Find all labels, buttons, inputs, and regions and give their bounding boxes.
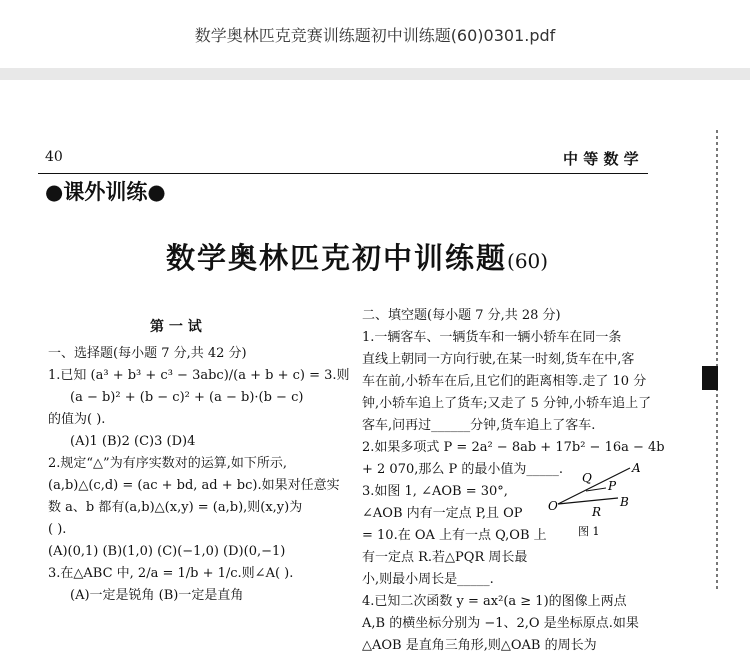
figure-caption: 图 1 xyxy=(578,525,600,538)
main-title-block xyxy=(166,236,548,277)
text-line: 钟,小轿车追上了货车;又走了 5 分钟,小轿车追上了 xyxy=(362,396,652,411)
journal-name: 中 等 数 学 xyxy=(563,150,639,168)
label-o: O xyxy=(548,499,558,513)
part-title: 第 一 试 xyxy=(150,319,202,335)
text-line: + 2 070,那么 P 的最小值为_____. xyxy=(362,462,564,477)
label-p: P xyxy=(608,479,617,493)
text-line: 数 a、b 都有(a,b)△(x,y) = (a,b),则(x,y)为 xyxy=(48,500,303,515)
viewer-gap xyxy=(0,68,750,80)
text-line: 一、选择题(每小题 7 分,共 42 分) xyxy=(48,346,247,361)
text-line: 二、填空题(每小题 7 分,共 28 分) xyxy=(362,308,561,323)
document-title: 数学奥林匹克竞赛训练题初中训练题(60)0301.pdf xyxy=(194,25,556,45)
text-line: 客车,问再过______分钟,货车追上了客车. xyxy=(362,418,596,433)
text-line: 的值为( ). xyxy=(48,412,106,427)
label-r: R xyxy=(592,505,602,519)
text-line: = 10.在 OA 上有一点 Q,OB 上 xyxy=(362,528,547,543)
text-line: (a − b)² + (b − c)² + (a − b)·(b − c) xyxy=(70,390,304,405)
text-line: 车在前,小轿车在后,且它们的距离相等.走了 10 分 xyxy=(362,374,647,389)
figure-1 xyxy=(548,458,648,540)
main-title-number: (60) xyxy=(507,249,549,273)
text-line: △AOB 是直角三角形,则△OAB 的周长为 xyxy=(362,638,597,653)
text-line: 1.一辆客车、一辆货车和一辆小轿车在同一条 xyxy=(362,330,622,345)
window-titlebar xyxy=(0,0,750,68)
main-title: 数学奥林匹克初中训练题 xyxy=(166,241,508,275)
text-line: 2.如果多项式 P = 2a² − 8ab + 17b² − 16a − 4b xyxy=(362,440,665,455)
text-line: A,B 的横坐标分别为 −1、2,O 是坐标原点.如果 xyxy=(362,616,639,631)
left-column xyxy=(48,343,350,607)
label-a: A xyxy=(632,461,641,475)
text-line: 直线上朝同一方向行驶,在某一时刻,货车在中,客 xyxy=(362,352,635,367)
scan-mark xyxy=(702,366,718,390)
text-line: 小,则最小周长是_____. xyxy=(362,572,494,587)
text-line: (a,b)△(c,d) = (ac + bd, ad + bc).如果对任意实 xyxy=(48,478,340,493)
scan-edge xyxy=(716,130,718,590)
text-line: 2.规定“△”为有序实数对的运算,如下所示, xyxy=(48,456,287,471)
text-line: ∠AOB 内有一定点 P,且 OP xyxy=(362,506,523,521)
label-b: B xyxy=(620,495,629,509)
label-q: Q xyxy=(582,471,592,485)
page-number: 40 xyxy=(45,149,63,165)
text-line: (A)一定是锐角 (B)一定是直角 xyxy=(70,588,244,603)
text-line: 4.已知二次函数 y = ax²(a ≥ 1)的图像上两点 xyxy=(362,594,627,609)
text-line: ( ). xyxy=(48,522,67,537)
text-line: (A)1 (B)2 (C)3 (D)4 xyxy=(70,434,196,449)
section-label: ●课外训练● xyxy=(45,180,166,204)
header-rule xyxy=(38,173,648,174)
text-line: 3.在△ABC 中, 2/a = 1/b + 1/c.则∠A( ). xyxy=(48,566,294,581)
text-line: 有一定点 R.若△PQR 周长最 xyxy=(362,550,528,565)
text-line: 3.如图 1, ∠AOB = 30°, xyxy=(362,484,508,499)
text-line: 1.已知 (a³ + b³ + c³ − 3abc)/(a + b + c) = 3.则 xyxy=(48,368,350,383)
text-line: (A)(0,1) (B)(1,0) (C)(−1,0) (D)(0,−1) xyxy=(48,544,286,559)
